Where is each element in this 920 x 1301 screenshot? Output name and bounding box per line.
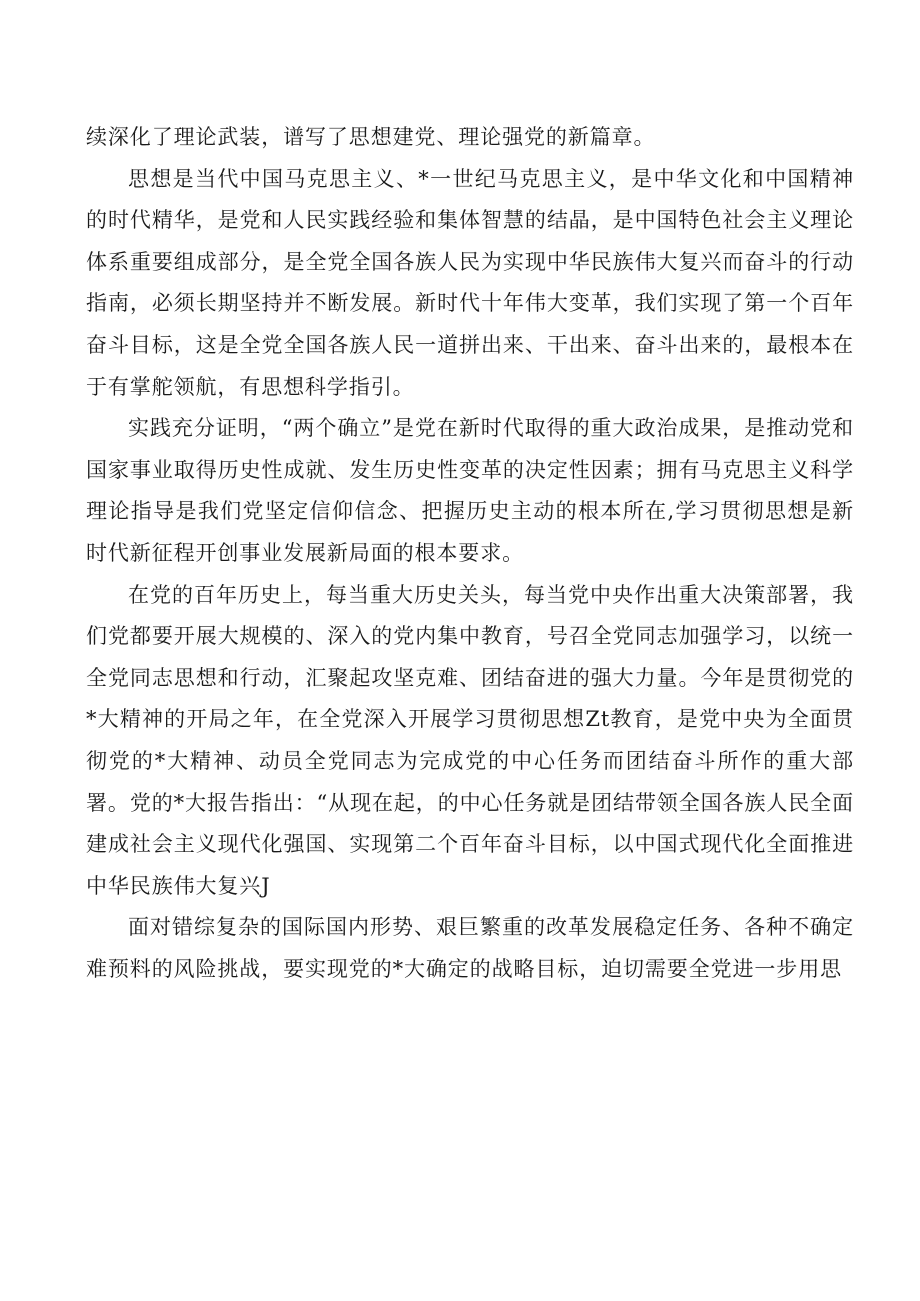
paragraph: 实践充分证明，“两个确立”是党在新时代取得的重大政治成果，是推动党和国家事业取得历史性成就、发生历史性变革的决定性因素；拥有马克思主义科学理论指导是我们党坚定信仰信念、把握历史主动的根本所在,学习贯彻思想是新时代新征程开创事业发展新局面的根本要求。 xyxy=(86,416,854,565)
paragraph: 续深化了理论武装，谱写了思想建党、理论强党的新篇章。 xyxy=(86,125,656,149)
paragraph: 面对错综复杂的国际国内形势、艰巨繁重的改革发展稳定任务、各种不确定难预料的风险挑战，要实现党的*大确定的战略目标，迫切需要全党进一步用思 xyxy=(86,915,854,981)
document-body xyxy=(86,117,854,990)
paragraph: 思想是当代中国马克思主义、*一世纪马克思主义，是中华文化和中国精神的时代精华，是党和人民实践经验和集体智慧的结晶，是中国特色社会主义理论体系重要组成部分，是全党全国各族人民为实现中华民族伟大复兴而奋斗的行动指南，必须长期坚持并不断发展。新时代十年伟大变革，我们实现了第一个百年奋斗目标，这是全党全国各族人民一道拼出来、干出来、奋斗出来的，最根本在于有掌舵领航，有思想科学指引。 xyxy=(86,166,854,399)
paragraph: 在党的百年历史上，每当重大历史关头，每当党中央作出重大决策部署，我们党都要开展大规模的、深入的党内集中教育，号召全党同志加强学习，以统一全党同志思想和行动，汇聚起攻坚克难、团结奋进的强大力量。今年是贯彻党的*大精神的开局之年，在全党深入开展学习贯彻思想Zt教育，是党中央为全面贯彻党的*大精神、动员全党同志为完成党的中心任务而团结奋斗所作的重大部署。党的*大报告指出：“从现在起，的中心任务就是团结带领全国各族人民全面建成社会主义现代化强国、实现第二个百年奋斗目标，以中国式现代化全面推进中华民族伟大复兴J xyxy=(86,582,854,898)
